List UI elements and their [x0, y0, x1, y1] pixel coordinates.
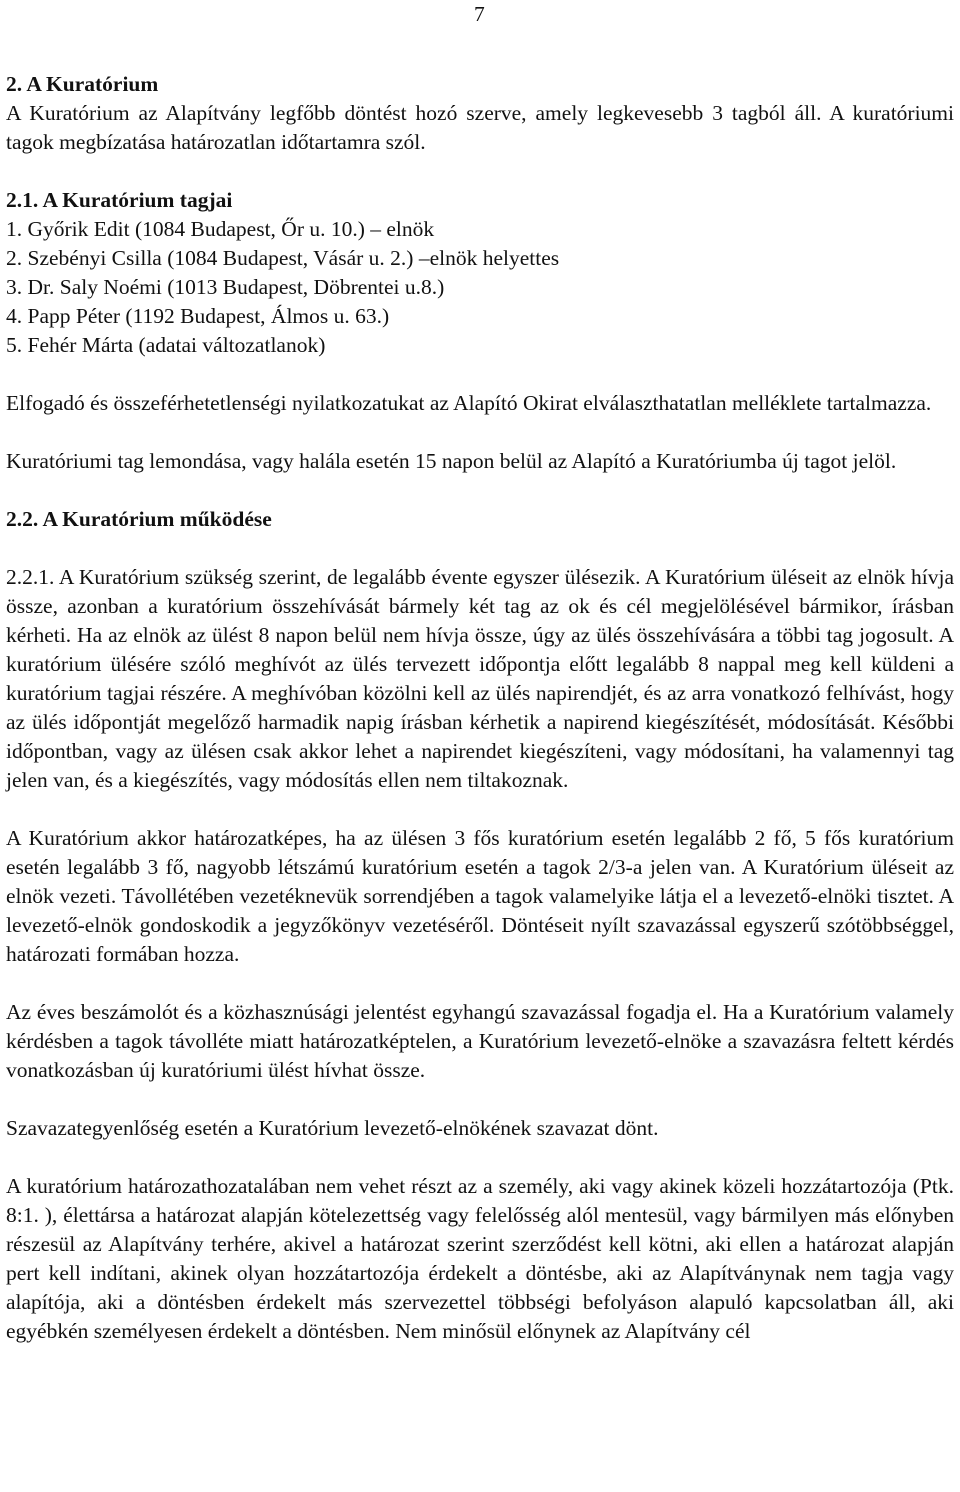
member-number: 4.	[6, 304, 23, 328]
page-number: 7	[474, 2, 485, 26]
document-body	[6, 70, 954, 1346]
list-item	[6, 244, 954, 273]
member-number: 5.	[6, 333, 23, 357]
list-item	[6, 273, 954, 302]
member-text: Dr. Saly Noémi (1013 Budapest, Döbrentei u.8.)	[27, 275, 445, 299]
resignation-paragraph: Kuratóriumi tag lemondása, vagy halála esetén 15 napon belül az Alapító a Kuratóriumba új tagot jelöl.	[6, 449, 897, 473]
operation-paragraph-5: A kuratórium határozathozatalában nem vehet részt az a személy, aki vagy akinek közeli hozzátartozója (Ptk. 8:1. ), élettársa a határozat alapján kötelezettség vagy felelősség alól mentesül, vagy bármilyen más előnyben részesül az Alapítvány terhére, akivel a határozat szerint szerződést kell kötni, aki ellen a határozat alapján pert kell indítani, akinek olyan hozzátartozója érdekelt a döntésbe, aki az Alapítványnak nem tagja vagy alapítója, aki a döntésben érdekelt más szervezettel többségi befolyáson alapuló kapcsolatban áll, aki egyébkén személyesen érdekelt a döntésben. Nem minősül előnynek az Alapítvány cél	[6, 1174, 954, 1343]
members-heading: 2.1. A Kuratórium tagjai	[6, 188, 233, 212]
operation-paragraph-3: Az éves beszámolót és a közhasznúsági jelentést egyhangú szavazással fogadja el. Ha a Kuratórium valamely kérdésben a tagok távolléte miatt határozatképtelen, a Kuratórium levezető-elnöke a szavazásra feltett kérdés vonatkozásban új kuratóriumi ülést hívhat össze.	[6, 1000, 954, 1082]
member-text: Papp Péter (1192 Budapest, Álmos u. 63.)	[27, 304, 390, 328]
member-text: Győrik Edit (1084 Budapest, Őr u. 10.) – elnök	[27, 217, 435, 241]
section-heading: 2. A Kuratórium	[6, 72, 159, 96]
member-number: 2.	[6, 246, 23, 270]
operation-heading: 2.2. A Kuratórium működése	[6, 507, 272, 531]
list-item	[6, 302, 954, 331]
operation-paragraph-1: 2.2.1. A Kuratórium szükség szerint, de legalább évente egyszer ülésezik. A Kuratórium üléseit az elnök hívja össze, azonban a kuratórium összehívását bármely két tag az ok és cél megjelölésével bármikor, írásban kérheti. Ha az elnök az ülést 8 napon belül nem hívja össze, úgy az ülés összehívására a többi tag jogosult. A kuratórium ülésére szóló meghívót az ülés tervezett időpontja előtt legalább 8 nappal meg kell küldeni a kuratórium tagjai részére. A meghívóban közölni kell az ülés napirendjét, és az arra vonatkozó felhívást, hogy az ülés időpontját megelőző harmadik napig írásban kérhetik a napirend kiegészítését, módosítását. Későbbi időpontban, vagy az ülésen csak akkor lehet a napirendet kiegészíteni, vagy módosítani, ha valamennyi tag jelen van, és a kiegészítés, vagy módosítás ellen nem tiltakoznak.	[6, 565, 954, 792]
list-item	[6, 215, 954, 244]
member-number: 1.	[6, 217, 23, 241]
intro-paragraph: A Kuratórium az Alapítvány legfőbb döntést hozó szerve, amely legkevesebb 3 tagból áll. A kuratóriumi tagok megbízatása határozatlan időtartamra szól.	[6, 101, 954, 154]
operation-paragraph-4: Szavazategyenlőség esetén a Kuratórium levezető-elnökének szavazat dönt.	[6, 1116, 659, 1140]
member-number: 3.	[6, 275, 23, 299]
member-text: Szebényi Csilla (1084 Budapest, Vásár u. 2.) –elnök helyettes	[27, 246, 560, 270]
member-text: Fehér Márta (adatai változatlanok)	[27, 333, 326, 357]
declaration-paragraph: Elfogadó és összeférhetetlenségi nyilatkozatukat az Alapító Okirat elválaszthatatlan melléklete tartalmazza.	[6, 391, 932, 415]
members-list	[6, 215, 954, 360]
operation-paragraph-2: A Kuratórium akkor határozatképes, ha az ülésen 3 fős kuratórium esetén legalább 2 fő, 5 fős kuratórium esetén legalább 3 fő, nagyobb létszámú kuratórium esetén a tagok 2/3-a jelen van. A Kuratórium üléseit az elnök vezeti. Távollétében vezetéknevük sorrendjében a tagok valamelyike látja el a levezető-elnöki tisztet. A levezető-elnök gondoskodik a jegyzőkönyv vezetéséről. Döntéseit nyílt szavazással egyszerű szótöbbséggel, határozati formában hozza.	[6, 826, 954, 966]
list-item	[6, 331, 954, 360]
